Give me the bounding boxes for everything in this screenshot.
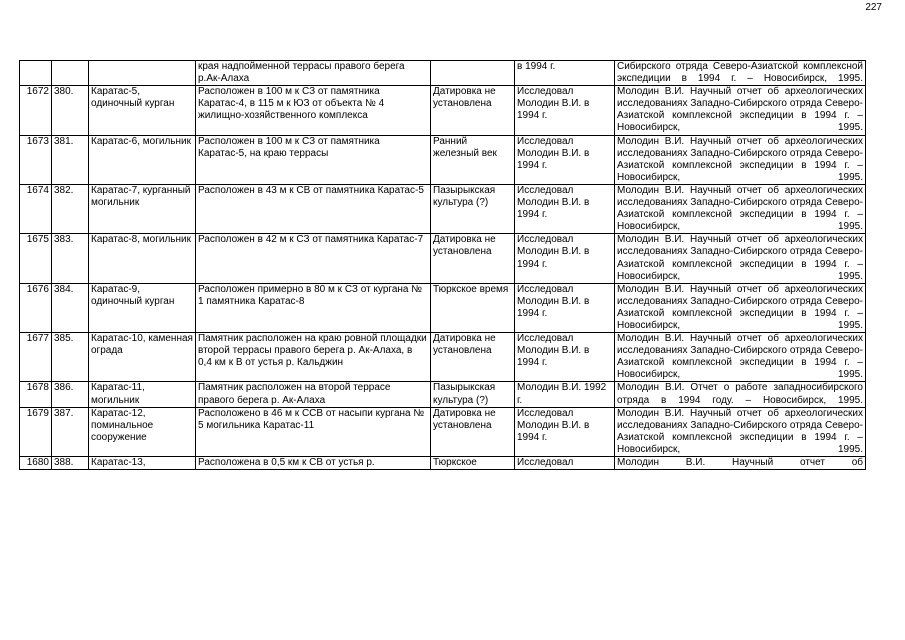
cell-research: Молодин В.И. 1992 г. (515, 382, 615, 407)
cell-number: 381. (52, 135, 89, 184)
cell-dating: Пазырыкская культура (?) (431, 382, 515, 407)
cell-research: Исследовал Молодин В.И. в 1994 г. (515, 407, 615, 456)
cell-name (89, 61, 196, 86)
cell-name: Каратас-13, (89, 457, 196, 470)
cell-location: Расположен в 100 м к СЗ от памятника Каратас-5, на краю террасы (196, 135, 431, 184)
cell-id (20, 61, 52, 86)
cell-research: Исследовал Молодин В.И. в 1994 г. (515, 333, 615, 382)
cell-id: 1674 (20, 184, 52, 233)
cell-name: Каратас-7, курганный могильник (89, 184, 196, 233)
cell-location: Расположен в 43 м к СВ от памятника Каратас-5 (196, 184, 431, 233)
page-number: 227 (865, 2, 882, 13)
cell-location: Памятник расположен на второй террасе правого берега р. Ак-Алаха (196, 382, 431, 407)
cell-name: Каратас-12, поминальное сооружение (89, 407, 196, 456)
table-row (20, 283, 866, 332)
table-row (20, 86, 866, 135)
cell-id: 1675 (20, 234, 52, 283)
table-row (20, 184, 866, 233)
table-row (20, 135, 866, 184)
cell-location: Расположен в 42 м к СЗ от памятника Каратас-7 (196, 234, 431, 283)
cell-number: 383. (52, 234, 89, 283)
cell-dating: Пазырыкская культура (?) (431, 184, 515, 233)
cell-source: Молодин В.И. Научный отчет об археологических исследованиях Западно-Сибирского отряда Северо-Азиатской комплексной экспедиции в 1994 г. – Новосибирск, 1995. (615, 184, 866, 233)
cell-name: Каратас-11, могильник (89, 382, 196, 407)
cell-id: 1676 (20, 283, 52, 332)
cell-source: Молодин В.И. Научный отчет об археологических исследованиях Западно-Сибирского отряда Северо-Азиатской комплексной экспедиции в 1994 г. – Новосибирск, 1995. (615, 407, 866, 456)
cell-id: 1679 (20, 407, 52, 456)
cell-research: Исследовал Молодин В.И. в 1994 г. (515, 283, 615, 332)
cell-dating: Датировка не установлена (431, 407, 515, 456)
monuments-table (19, 60, 866, 470)
table-row (20, 333, 866, 382)
cell-research: Исследовал Молодин В.И. в 1994 г. (515, 135, 615, 184)
cell-name: Каратас-5, одиночный курган (89, 86, 196, 135)
cell-id: 1678 (20, 382, 52, 407)
cell-source: Молодин В.И. Отчет о работе западносибирского отряда в 1994 году. – Новосибирск, 1995. (615, 382, 866, 407)
cell-id: 1680 (20, 457, 52, 470)
cell-name: Каратас-6, могильник (89, 135, 196, 184)
cell-source: Молодин В.И. Научный отчет об археологических исследованиях Западно-Сибирского отряда Северо-Азиатской комплексной экспедиции в 1994 г. – Новосибирск, 1995. (615, 333, 866, 382)
cell-research: Исследовал Молодин В.И. в 1994 г. (515, 86, 615, 135)
cell-number: 384. (52, 283, 89, 332)
cell-research: Исследовал Молодин В.И. в 1994 г. (515, 184, 615, 233)
cell-source: Молодин В.И. Научный отчет об археологических исследованиях Западно-Сибирского отряда Северо-Азиатской комплексной экспедиции в 1994 г. – Новосибирск, 1995. (615, 283, 866, 332)
cell-dating: Тюркское (431, 457, 515, 470)
cell-research: Исследовал (515, 457, 615, 470)
table-row (20, 382, 866, 407)
cell-research: Исследовал Молодин В.И. в 1994 г. (515, 234, 615, 283)
cell-location: Расположено в 46 м к ССВ от насыпи кургана № 5 могильника Каратас-11 (196, 407, 431, 456)
cell-location: Расположен примерно в 80 м к СЗ от кургана № 1 памятника Каратас-8 (196, 283, 431, 332)
cell-id: 1672 (20, 86, 52, 135)
cell-dating: Датировка не установлена (431, 86, 515, 135)
cell-source: Молодин В.И. Научный отчет об археологических исследованиях Западно-Сибирского отряда Северо-Азиатской комплексной экспедиции в 1994 г. – Новосибирск, 1995. (615, 135, 866, 184)
cell-source: Сибирского отряда Северо-Азиатской комплексной экспедиции в 1994 г. – Новосибирск, 1995. (615, 61, 866, 86)
cell-dating: Ранний железный век (431, 135, 515, 184)
cell-number: 382. (52, 184, 89, 233)
cell-location: Расположен в 100 м к СЗ от памятника Каратас-4, в 115 м к ЮЗ от объекта № 4 жилищно-хозяйственного комплекса (196, 86, 431, 135)
cell-number: 380. (52, 86, 89, 135)
table-row (20, 407, 866, 456)
cell-source: Молодин В.И. Научный отчет об археологических исследованиях Западно-Сибирского отряда Северо-Азиатской комплексной экспедиции в 1994 г. – Новосибирск, 1995. (615, 86, 866, 135)
cell-dating: Датировка не установлена (431, 234, 515, 283)
cell-number (52, 61, 89, 86)
cell-location: Памятник расположен на краю ровной площадки второй террасы правого берега р. Ак-Алаха, в 0,4 км к В от устья р. Кальджин (196, 333, 431, 382)
table-body (20, 61, 866, 470)
cell-location: края надпойменной террасы правого берега р.Ак-Алаха (196, 61, 431, 86)
table-row (20, 61, 866, 86)
cell-id: 1677 (20, 333, 52, 382)
cell-name: Каратас-8, могильник (89, 234, 196, 283)
cell-id: 1673 (20, 135, 52, 184)
cell-number: 386. (52, 382, 89, 407)
cell-dating: Датировка не установлена (431, 333, 515, 382)
table-row (20, 234, 866, 283)
cell-number: 385. (52, 333, 89, 382)
cell-dating: Тюркское время (431, 283, 515, 332)
cell-source: Молодин В.И. Научный отчет об (615, 457, 866, 470)
cell-number: 387. (52, 407, 89, 456)
cell-source: Молодин В.И. Научный отчет об археологических исследованиях Западно-Сибирского отряда Северо-Азиатской комплексной экспедиции в 1994 г. – Новосибирск, 1995. (615, 234, 866, 283)
cell-name: Каратас-10, каменная ограда (89, 333, 196, 382)
cell-number: 388. (52, 457, 89, 470)
cell-name: Каратас-9, одиночный курган (89, 283, 196, 332)
cell-dating (431, 61, 515, 86)
cell-research: в 1994 г. (515, 61, 615, 86)
table-row (20, 457, 866, 470)
cell-location: Расположена в 0,5 км к СВ от устья р. (196, 457, 431, 470)
